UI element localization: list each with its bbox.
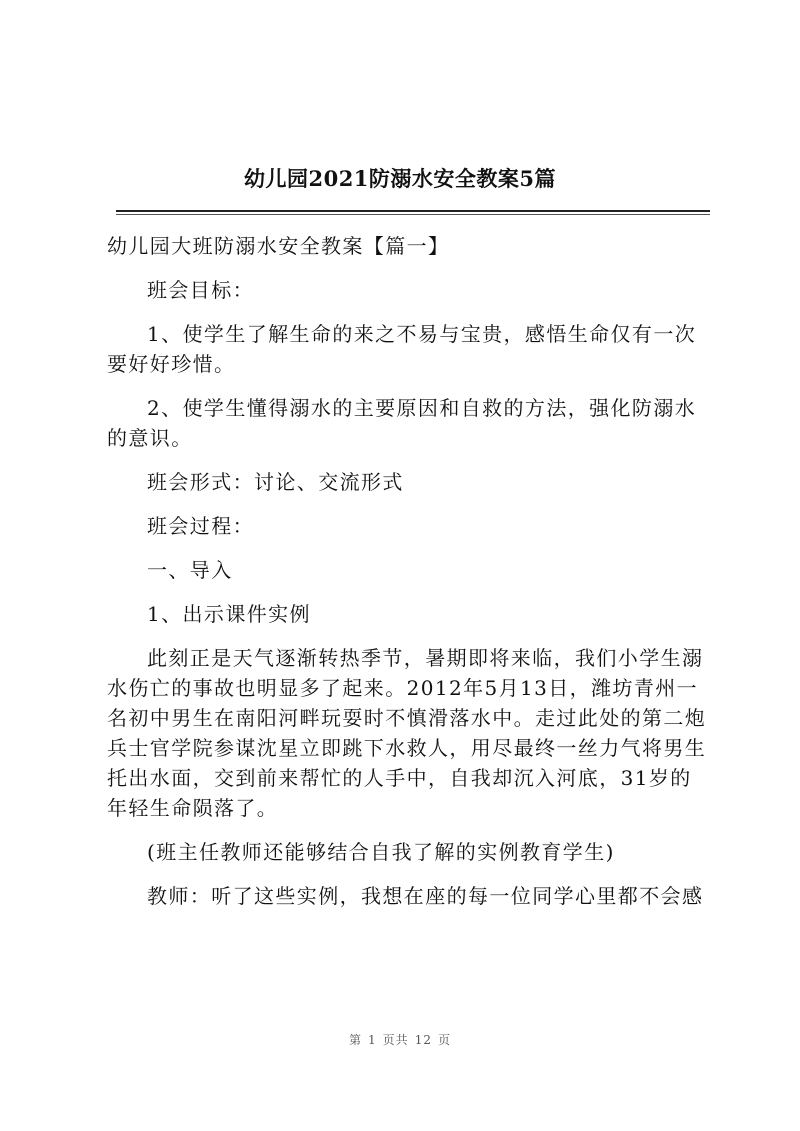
paragraph: 班会形式：讨论、交流形式 — [147, 470, 404, 494]
page-prefix: 第 — [349, 1033, 363, 1047]
document-title: 幼儿园2021防溺水安全教案5篇 — [243, 166, 557, 191]
paragraph: 班会目标： — [147, 278, 254, 302]
page-total: 12 — [414, 1033, 432, 1047]
paragraph: 2、使学生懂得溺水的主要原因和自救的方法，强化防溺水的意识。 — [107, 396, 697, 450]
paragraph: 教师：听了这些实例，我想在座的每一位同学心里都不会感 — [147, 884, 704, 908]
paragraph: 班会过程： — [147, 514, 254, 538]
page-suffix: 页 — [437, 1033, 451, 1047]
page-number: 1 — [368, 1033, 377, 1047]
section-heading: 幼儿园大班防溺水安全教案【篇一】 — [107, 234, 450, 258]
paragraph: 此刻正是天气逐渐转热季节，暑期即将来临，我们小学生溺水伤亡的事故也明显多了起来。2012年5月13日，潍坊青州一名初中男生在南阳河畔玩耍时不慎滑落水中。走过此处的第二炮兵士官学院参谋沈星立即跳下水救人，用尽最终一丝力气将男生托出水面，交到前来帮忙的人手中，自我却沉入河底，31岁的年轻生命陨落了。 — [107, 646, 707, 820]
paragraph: 1、使学生了解生命的来之不易与宝贵，感悟生命仅有一次要好好珍惜。 — [107, 322, 697, 376]
document-body — [107, 231, 713, 925]
title-divider-thin — [116, 214, 710, 215]
page-middle: 页共 — [382, 1033, 409, 1047]
page-footer — [0, 1031, 800, 1048]
paragraph: 1、出示课件实例 — [147, 602, 311, 626]
title-divider-thick — [116, 210, 710, 212]
paragraph: 一、导入 — [147, 558, 233, 582]
paragraph: (班主任教师还能够结合自我了解的实例教育学生) — [147, 840, 615, 864]
